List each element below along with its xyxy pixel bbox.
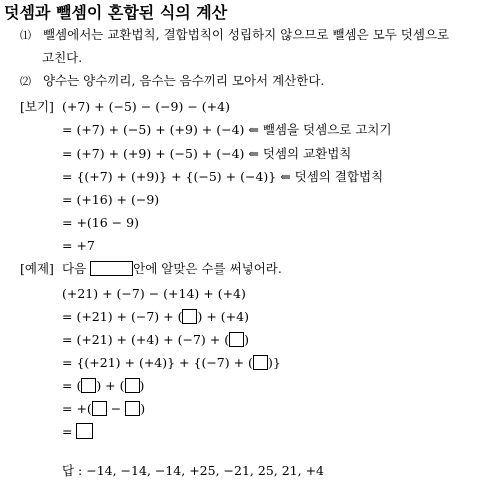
answer-box-2[interactable] — [229, 332, 244, 347]
exercise-line-7-a: = — [62, 424, 73, 439]
example-line-4: = (+16) + (−9) — [62, 192, 160, 207]
rule-1-text: 뺄셈에서는 교환법칙, 결합법칙이 성립하지 않으므로 뺄셈은 모두 덧셈으로 — [42, 27, 450, 42]
answer-box-5[interactable] — [125, 378, 140, 393]
example-line-5: = +(16 − 9) — [62, 215, 139, 230]
exercise-instruction — [62, 261, 282, 277]
example-line-1: = (+7) + (−5) + (+9) + (−4) ⇐ 뺄셈을 덧셈으로 고치기 — [62, 122, 392, 137]
rule-1 — [20, 27, 449, 44]
answer-box-8[interactable] — [76, 423, 93, 439]
example-line-3: = {(+7) + (+9)} + {(−5) + (−4)} ⇐ 덧셈의 결합법칙 — [62, 169, 384, 184]
exercise-line-6-c: ) — [140, 401, 146, 416]
answer-box-7[interactable] — [125, 401, 140, 416]
exercise-line-5-a: = ( — [62, 378, 82, 393]
answer-box-sample — [90, 261, 133, 276]
exercise-line-5-c: ) — [139, 378, 145, 393]
exercise-line-2 — [62, 309, 249, 325]
answer-box-1[interactable] — [182, 309, 197, 324]
exercise-line-3-b: ) — [244, 332, 249, 347]
exercise-line-2-b: ) + (+4) — [197, 309, 249, 324]
answer-box-6[interactable] — [92, 401, 107, 416]
answer-box-4[interactable] — [81, 378, 96, 393]
exercise-line-3 — [62, 332, 249, 348]
exercise-line-6-b: − — [106, 401, 126, 416]
exercise-line-7 — [62, 424, 93, 440]
example-line-2: = (+7) + (+9) + (−5) + (−4) ⇐ 덧셈의 교환법칙 — [62, 146, 352, 161]
exercise-line-6-a: = +( — [62, 401, 92, 416]
rule-2 — [20, 73, 324, 90]
exercise-label: [예제] — [20, 261, 54, 276]
rule-1-number: ⑴ — [20, 29, 31, 42]
example-label: [보기] — [20, 99, 54, 114]
instruction-after: 안에 알맞은 수를 써넣어라. — [133, 261, 282, 276]
exercise-line-5 — [62, 378, 144, 394]
answer-box-3[interactable] — [253, 355, 268, 370]
exercise-line-4 — [62, 355, 281, 371]
rule-2-text: 양수는 양수끼리, 음수는 음수끼리 모아서 계산한다. — [42, 73, 325, 88]
rule-2-number: ⑵ — [20, 75, 31, 88]
exercise-line-5-b: ) + ( — [96, 378, 125, 393]
exercise-line-4-a: = {(+21) + (+4)} + {(−7) + ( — [62, 355, 253, 370]
example-line-0: (+7) + (−5) − (−9) − (+4) — [62, 99, 230, 114]
exercise-line-2-a: = (+21) + (−7) + ( — [62, 309, 183, 324]
exercise-line-4-b: )} — [267, 355, 281, 370]
exercise-line-1: (+21) + (−7) − (+14) + (+4) — [62, 286, 246, 301]
answer-key: 답 : −14, −14, −14, +25, −21, 25, 21, +4 — [62, 463, 324, 478]
rule-1-continued: 고친다. — [42, 50, 83, 65]
instruction-before: 다음 — [62, 261, 87, 276]
example-line-6: = +7 — [62, 238, 95, 253]
exercise-line-3-a: = (+21) + (+4) + (−7) + ( — [62, 332, 230, 347]
exercise-line-6 — [62, 401, 145, 417]
page-title: 덧셈과 뺄셈이 혼합된 식의 계산 — [4, 3, 228, 22]
